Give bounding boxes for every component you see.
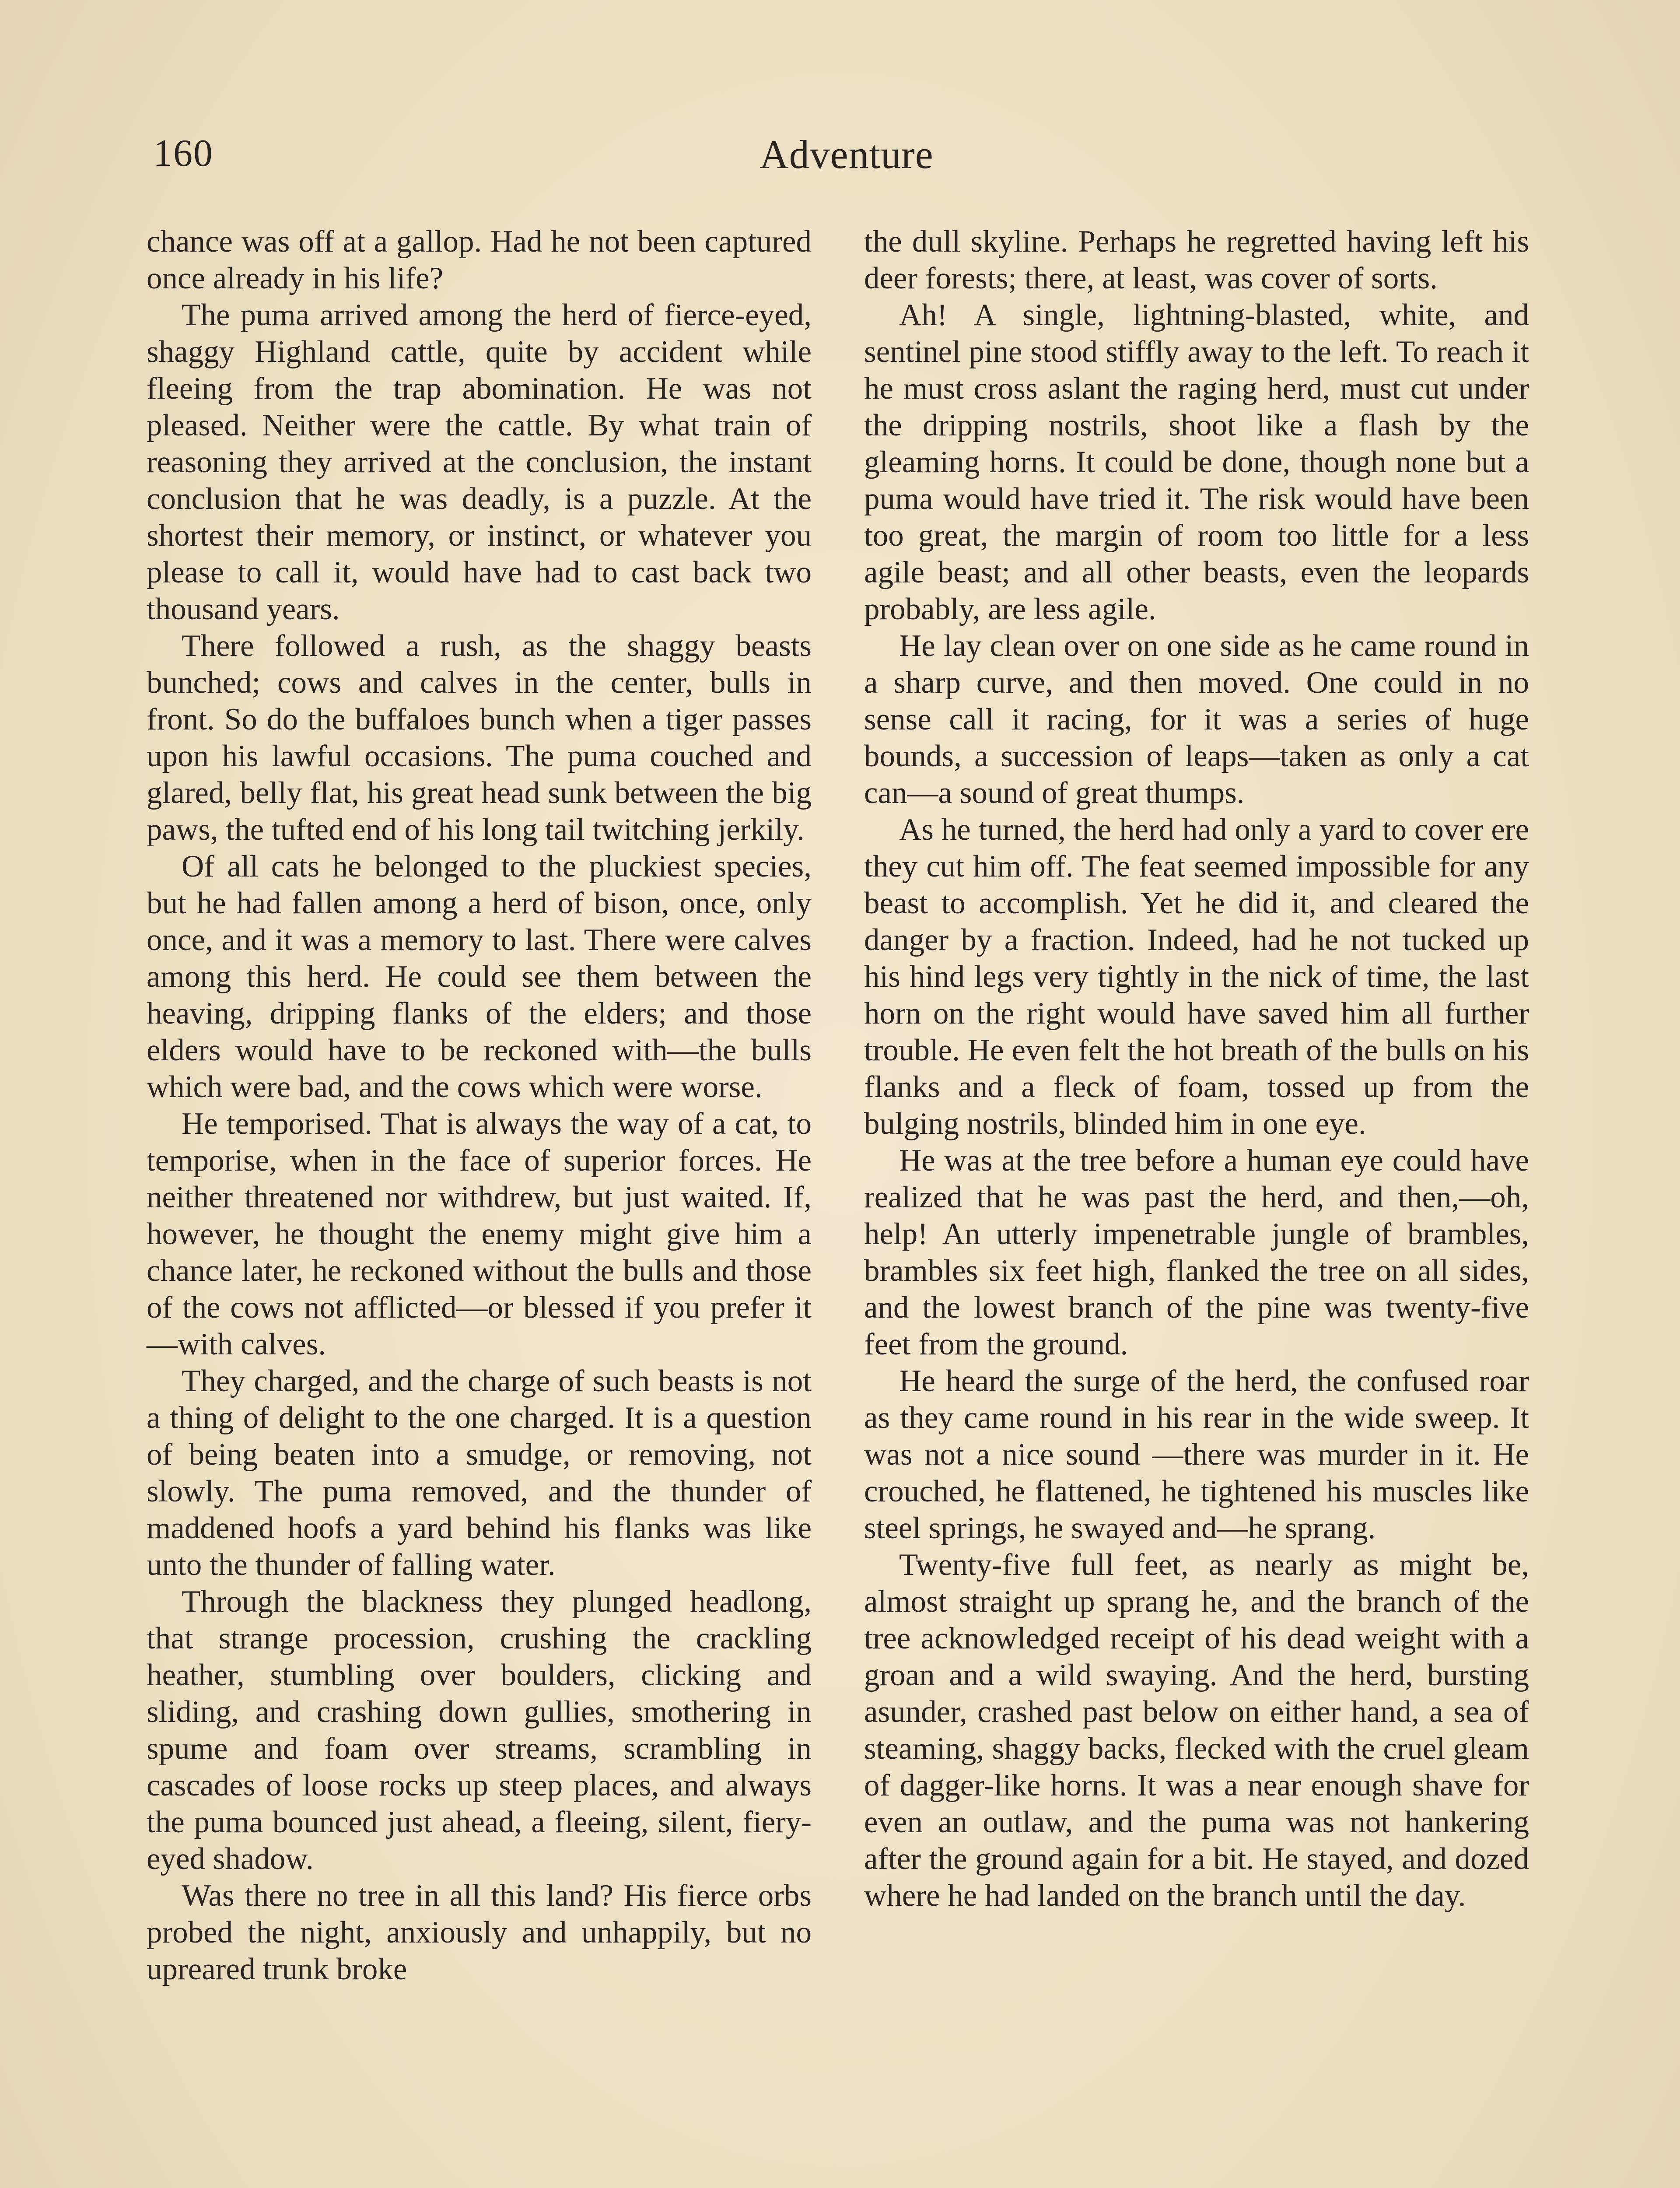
paragraph: Ah! A single, lightning-blasted, white, and sentinel pine stood stiffly away to the left. To reach it he must cross aslant the raging herd, must cut under the dripping nostrils, shoot like a flash by the gleaming horns. It could be done, though none but a puma would have tried it. The risk would have been too great, the margin of room too little for a less agile beast; and all other beasts, even the leopards probably, are less agile. (864, 298, 1529, 626)
paragraph: The puma arrived among the herd of fierce-eyed, shaggy Highland cattle, quite by accident while fleeing from the trap abomination. He was not pleased. Neither were the cattle. By what train of reasoning they arrived at the conclusion, the instant conclusion that he was deadly, is a puzzle. At the shortest their memory, or instinct, or whatever you please to call it, would have had to cast back two thousand years. (147, 298, 812, 626)
page-number: 160 (153, 132, 214, 175)
running-title: Adventure (760, 132, 934, 177)
paragraph: Twenty-five full feet, as nearly as might be, almost straight up sprang he, and the branch of the tree acknowledged receipt of his dead weight with a groan and a wild swaying. And the herd, bursting asunder, crashed past below on either hand, a sea of steaming, shaggy backs, flecked with the cruel gleam of dagger-like horns. It was a near enough shave for even an outlaw, and the puma was not hankering after the ground again for a bit. He stayed, and dozed where he had landed on the branch until the day. (864, 1548, 1529, 1913)
paragraph: He heard the surge of the herd, the confused roar as they came round in his rear in the wide sweep. It was not a nice sound —there was murder in it. He crouched, he flattened, he tightened his muscles like steel springs, he swayed and—he sprang. (864, 1364, 1529, 1545)
paragraph: There followed a rush, as the shaggy beasts bunched; cows and calves in the center, bulls in front. So do the buffaloes bunch when a tiger passes upon his lawful occasions. The puma couched and glared, belly flat, his great head sunk between the big paws, the tufted end of his long tail twitching jerkily. (147, 629, 812, 847)
paragraph: As he turned, the herd had only a yard to cover ere they cut him off. The feat seemed impossible for any beast to accomplish. Yet he did it, and cleared the danger by a fraction. Indeed, had he not tucked up his hind legs very tightly in the nick of time, the last horn on the right would have saved him all further trouble. He even felt the hot breath of the bulls on his flanks and a fleck of foam, tossed up from the bulging nostrils, blinded him in one eye. (864, 813, 1529, 1141)
paragraph: the dull skyline. Perhaps he regretted having left his deer forests; there, at least, was cover of sorts. (864, 224, 1529, 295)
page-header (153, 131, 1540, 184)
paragraph: Of all cats he belonged to the pluckiest species, but he had fallen among a herd of bison, once, only once, and it was a memory to last. There were calves among this herd. He could see them between the heaving, dripping flanks of the elders; and those elders would have to be reckoned with—the bulls which were bad, and the cows which were worse. (147, 849, 812, 1104)
paragraph: He lay clean over on one side as he came round in a sharp curve, and then moved. One could in no sense call it racing, for it was a series of huge bounds, a succession of leaps—taken as only a cat can—a sound of great thumps. (864, 629, 1529, 810)
paragraph: chance was off at a gallop. Had he not been captured once already in his life? (147, 224, 812, 295)
right-column (864, 223, 1529, 1914)
left-column (147, 223, 812, 1988)
paragraph: Through the blackness they plunged headlong, that strange procession, crushing the crackling heather, stumbling over boulders, clicking and sliding, and crashing down gullies, smothering in spume and foam over streams, scrambling in cascades of loose rocks up steep places, and always the puma bounced just ahead, a fleeing, silent, fiery-eyed shadow. (147, 1585, 812, 1876)
paragraph: He was at the tree before a human eye could have realized that he was past the herd, and then,—oh, help! An utterly impenetrable jungle of brambles, brambles six feet high, flanked the tree on all sides, and the lowest branch of the pine was twenty-five feet from the ground. (864, 1143, 1529, 1361)
paragraph: They charged, and the charge of such beasts is not a thing of delight to the one charged. It is a question of being beaten into a smudge, or removing, not slowly. The puma removed, and the thunder of maddened hoofs a yard behind his flanks was like unto the thunder of falling water. (147, 1364, 812, 1582)
paragraph: He temporised. That is always the way of a cat, to temporise, when in the face of superior forces. He neither threatened nor withdrew, but just waited. If, however, he thought the enemy might give him a chance later, he reckoned without the bulls and those of the cows not afflicted—or blessed if you prefer it—with calves. (147, 1107, 812, 1361)
paragraph: Was there no tree in all this land? His fierce orbs probed the night, anxiously and unhappily, but no upreared trunk broke (147, 1879, 812, 1986)
